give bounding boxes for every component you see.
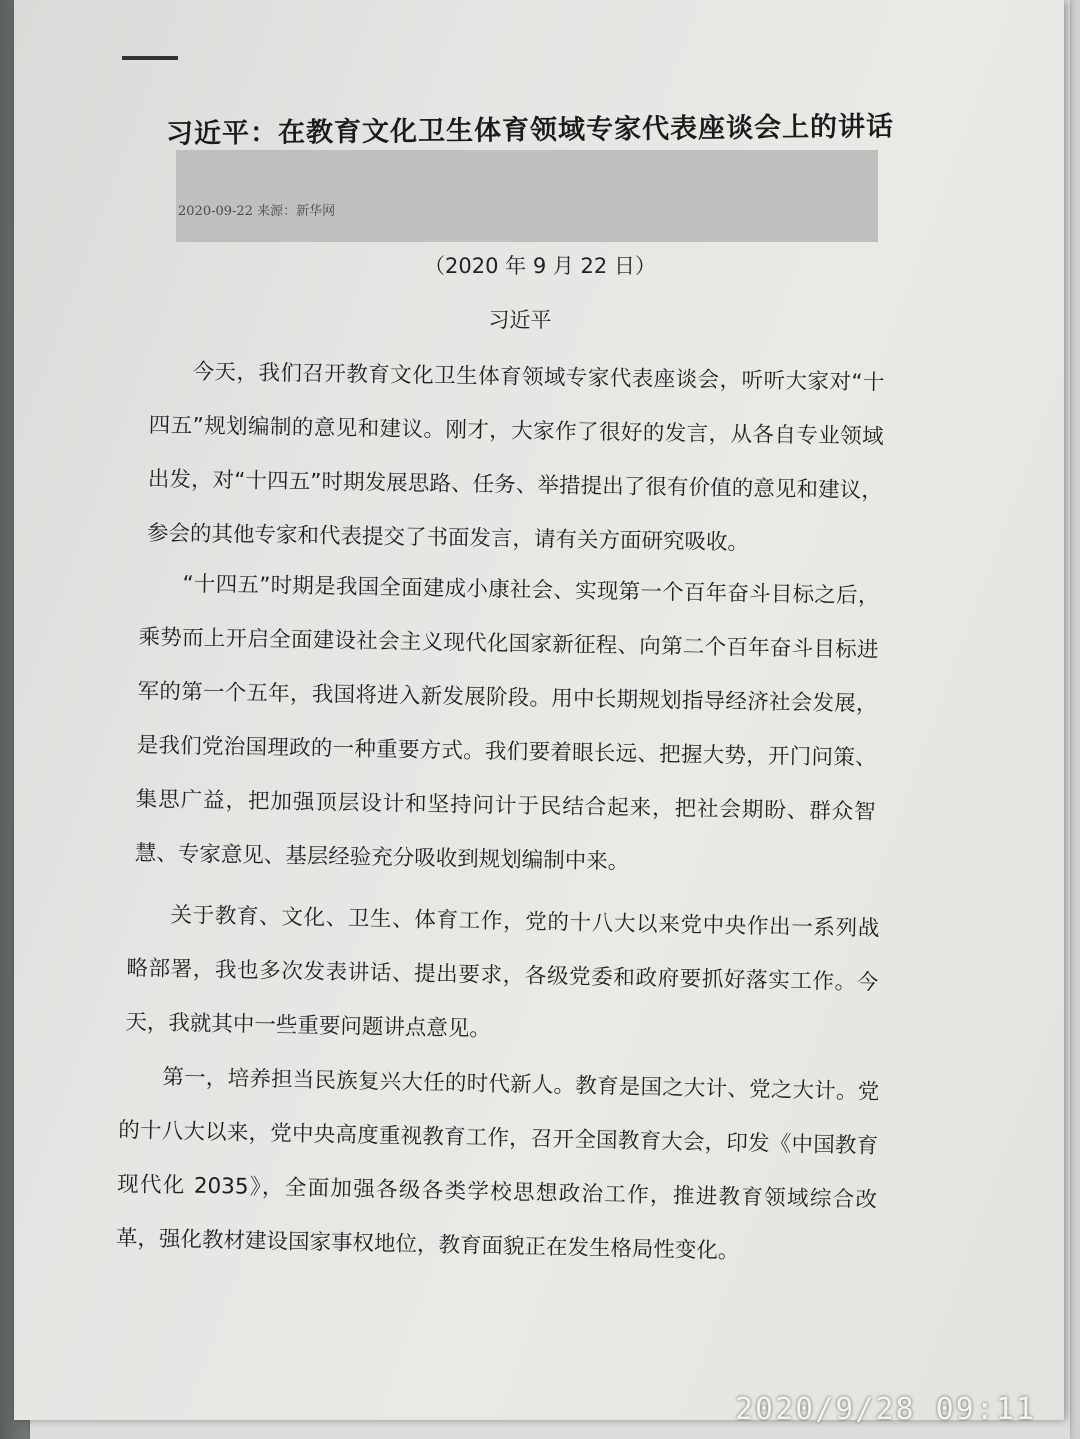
paragraph: “十四五”时期是我国全面建成小康社会、实现第一个百年奋斗目标之后，乘势而上开启全面建设社会主义现代化国家新征程、向第二个百年奋斗目标进军的第一个五年，我国将进入新发展阶段。用中长期规划指导经济社会发展，是我们党治国理政的一种重要方式。我们要着眼长远、把握大势，开门问策、集思广益，把加强顶层设计和坚持问计于民结合起来，把社会期盼、群众智慧、专家意见、基层经验充分吸收到规划编制中来。 xyxy=(134,571,880,875)
paragraph: 第一，培养担当民族复兴大任的时代新人。教育是国之大计、党之大计。党的十八大以来，党中央高度重视教育工作，召开全国教育大会，印发《中国教育现代化 2035》，全面加强各级各类学校思想政治工作，推进教育领域综合改革，强化教材建设国家事权地位，教育面貌正在发生格局性变化。 xyxy=(115,1064,880,1265)
speech-author: 习近平 xyxy=(488,308,552,332)
paragraph: 关于教育、文化、卫生、体育工作，党的十八大以来党中央作出一系列战略部署，我也多次发表讲话、提出要求，各级党委和政府要抓好落实工作。今天，我就其中一些重要问题讲点意见。 xyxy=(125,902,880,1042)
source-meta: 2020-09-22 来源：新华网 xyxy=(178,204,336,219)
photo-timestamp: 2020/9/28 09:11 xyxy=(735,1392,1036,1427)
speech-date: （2020 年 9 月 22 日） xyxy=(424,254,656,278)
corner-dash-mark xyxy=(122,56,178,60)
meta-banner xyxy=(176,150,878,242)
paragraph: 今天，我们召开教育文化卫生体育领域专家代表座谈会，听听大家对“十四五”规划编制的意见和建议。刚才，大家作了很好的发言，从各自专业领域出发，对“十四五”时期发展思路、任务、举措提出了很有价值的意见和建议，参会的其他专家和代表提交了书面发言，请有关方面研究吸收。 xyxy=(146,359,885,556)
document-title: 习近平：在教育文化卫生体育领域专家代表座谈会上的讲话 xyxy=(165,111,895,150)
